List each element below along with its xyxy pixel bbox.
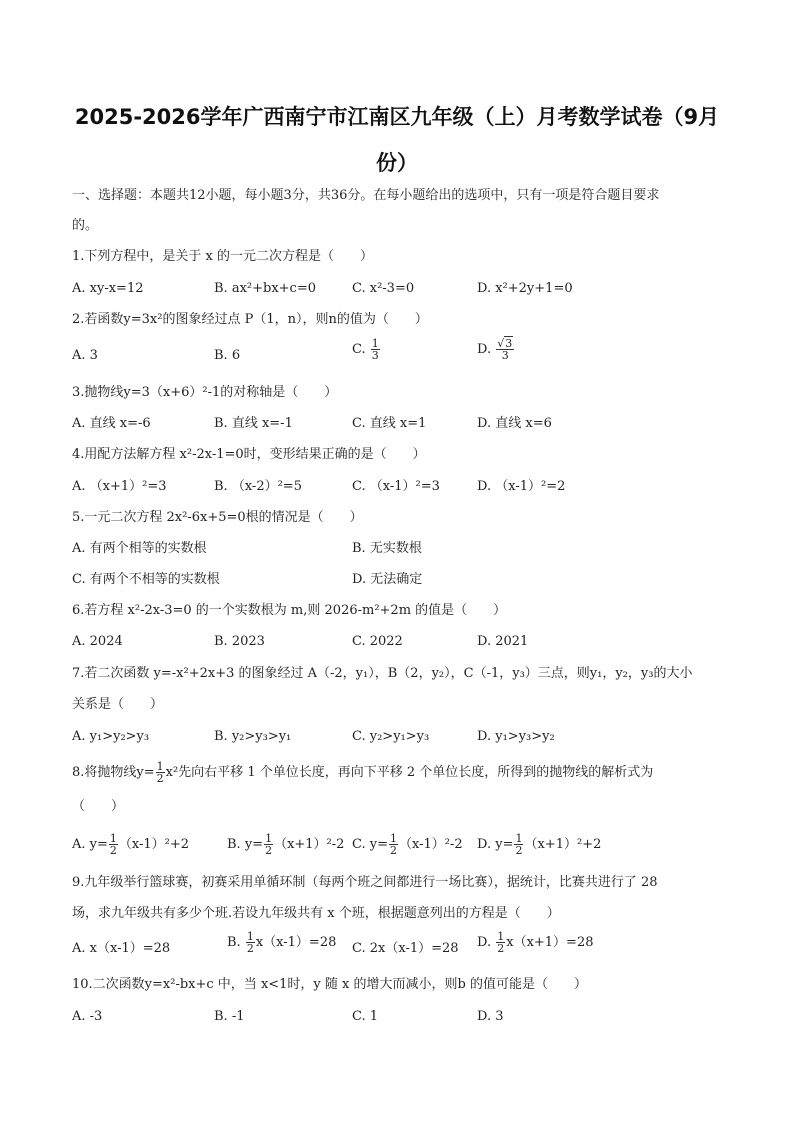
fraction-numerator: 1: [390, 832, 397, 845]
question-5-option-d: D. 无法确定: [352, 572, 423, 587]
fraction-one-half: [496, 931, 505, 954]
question-2-option-b: B. 6: [214, 348, 241, 363]
option-suffix: x（x+1）=28: [506, 935, 594, 950]
fraction-one-half: [514, 833, 523, 856]
question-4-stem: 4.用配方法解方程 x²-2x-1=0时，变形结果正确的是（ ）: [72, 447, 426, 462]
question-2-option-d: [477, 338, 515, 361]
question-10-option-a: A. -3: [72, 1009, 103, 1024]
question-7-option-b: B. y₂>y₃>y₁: [214, 729, 292, 744]
question-6-stem: 6.若方程 x²-2x-3=0 的一个实数根为 m,则 2026-m²+2m 的值是（ ）: [72, 603, 507, 618]
question-8-option-c: [352, 833, 463, 856]
question-6-option-c: C. 2022: [352, 634, 403, 649]
question-3-option-d: D. 直线 x=6: [477, 416, 552, 431]
radicand: 3: [505, 337, 513, 350]
fraction-denominator: 3: [371, 349, 379, 362]
option-prefix: B. y=: [227, 837, 264, 852]
fraction-denominator: 2: [497, 942, 505, 955]
option-suffix: x（x-1）=28: [255, 935, 337, 950]
exam-title: [70, 94, 724, 186]
question-7-stem-continued: 关系是（ ）: [72, 697, 164, 712]
option-prefix: D.: [477, 935, 496, 950]
option-suffix: （x+1）²-2: [274, 837, 345, 852]
question-7-option-a: A. y₁>y₂>y₃: [72, 729, 150, 744]
fraction-denominator: 2: [156, 772, 164, 785]
question-4-option-c: C. （x-1）²=3: [352, 479, 440, 494]
question-9-option-b: [227, 931, 336, 954]
question-2-option-c: [352, 338, 381, 361]
fraction-numerator: 1: [156, 760, 164, 773]
question-7-stem: 7.若二次函数 y=-x²+2x+3 的图象经过 A（-2，y₁），B（2，y₂），C（-1，y₃）三点，则y₁，y₂，y₃的大小: [72, 666, 693, 681]
question-5-stem: 5.一元二次方程 2x²-6x+5=0根的情况是（ ）: [72, 510, 363, 525]
fraction-denominator: 2: [390, 844, 397, 857]
question-10-option-b: B. -1: [214, 1009, 245, 1024]
question-9-option-a: A. x（x-1）=28: [72, 941, 171, 956]
question-4-option-b: B. （x-2）²=5: [214, 479, 302, 494]
question-5-option-c: C. 有两个不相等的实数根: [72, 572, 220, 587]
fraction-numerator: 1: [109, 832, 117, 845]
option-prefix: D. y=: [477, 837, 514, 852]
question-10-option-c: C. 1: [352, 1009, 379, 1024]
fraction-denominator: 2: [246, 942, 254, 955]
question-5-option-a: A. 有两个相等的实数根: [72, 541, 207, 556]
fraction-numerator: 1: [246, 930, 254, 943]
question-10-option-d: D. 3: [477, 1009, 504, 1024]
fraction-one-half: [156, 761, 165, 784]
question-4-option-d: D. （x-1）²=2: [477, 479, 566, 494]
question-6-option-b: B. 2023: [214, 634, 265, 649]
question-1-option-a: A. xy-x=12: [72, 281, 144, 296]
question-6-option-d: D. 2021: [477, 634, 529, 649]
question-7-option-c: C. y₂>y₁>y₃: [352, 729, 430, 744]
question-8-option-d: [477, 833, 601, 856]
question-8-stem: [72, 761, 653, 784]
option-suffix: （x+1）²+2: [524, 837, 602, 852]
option-label: C.: [352, 342, 366, 357]
fraction-denominator: 2: [109, 844, 117, 857]
fraction-numerator: 1: [497, 930, 505, 943]
question-9-option-c: C. 2x（x-1）=28: [352, 941, 459, 956]
option-suffix: （x-1）²+2: [118, 837, 190, 852]
title-line-1: 2025-2026学年广西南宁市江南区九年级（上）月考数学试卷（9月: [74, 105, 720, 129]
question-3-option-b: B. 直线 x=-1: [214, 416, 293, 431]
stem-part-2: x²先向右平移 1 个单位长度，再向下平移 2 个单位长度，所得到的抛物线的解析式为: [165, 765, 654, 780]
fraction-denominator: 2: [515, 844, 523, 857]
question-6-option-a: A. 2024: [72, 634, 123, 649]
question-9-option-d: [477, 931, 594, 954]
fraction-numerator: 1: [371, 337, 379, 350]
fraction-one-third: [371, 338, 380, 361]
question-9-stem-continued: 场，求九年级共有多少个班.若设九年级共有 x 个班，根据题意列出的方程是（ ）: [72, 906, 560, 921]
question-9-stem: 9.九年级举行篮球赛，初赛采用单循环制（每两个班之间都进行一场比赛），据统计，比赛共进行了 28: [72, 875, 658, 890]
sqrt-symbol: √: [497, 337, 505, 350]
question-8-option-b: [227, 833, 344, 856]
section-heading-line-1: 一、选择题：本题共12小题，每小题3分，共36分。在每小题给出的选项中，只有一项是符合题目要求: [72, 188, 660, 203]
fraction-denominator: 3: [501, 349, 509, 362]
fraction-one-half: [264, 833, 273, 856]
question-8-stem-continued: （ ）: [72, 799, 125, 814]
title-line-2: 份）: [376, 151, 418, 175]
question-3-option-c: C. 直线 x=1: [352, 416, 427, 431]
question-1-option-c: C. x²-3=0: [352, 281, 415, 296]
fraction-one-half: [246, 931, 255, 954]
question-7-option-d: D. y₁>y₃>y₂: [477, 729, 555, 744]
option-prefix: C. y=: [352, 837, 388, 852]
fraction-root3-over-3: [496, 338, 514, 361]
fraction-denominator: 2: [265, 844, 273, 857]
option-prefix: A. y=: [72, 837, 108, 852]
question-8-option-a: [72, 833, 189, 856]
question-2-stem: 2.若函数y=3x²的图象经过点 P（1，n），则n的值为（ ）: [72, 312, 428, 327]
question-3-option-a: A. 直线 x=-6: [72, 416, 151, 431]
question-1-option-b: B. ax²+bx+c=0: [214, 281, 316, 296]
question-10-stem: 10.二次函数y=x²-bx+c 中，当 x<1时，y 随 x 的增大而减小，则b 的值可能是（ ）: [72, 977, 587, 992]
fraction-numerator: 1: [265, 832, 273, 845]
option-suffix: （x-1）²-2: [399, 837, 463, 852]
option-label: D.: [477, 342, 492, 357]
fraction-one-half: [109, 833, 118, 856]
option-prefix: B.: [227, 935, 245, 950]
question-5-option-b: B. 无实数根: [352, 541, 422, 556]
question-4-option-a: A. （x+1）²=3: [72, 479, 167, 494]
question-1-option-d: D. x²+2y+1=0: [477, 281, 573, 296]
question-1-stem: 1.下列方程中，是关于 x 的一元二次方程是（ ）: [72, 249, 373, 264]
fraction-numerator: 1: [515, 832, 523, 845]
stem-part-1: 8.将抛物线y=: [72, 765, 155, 780]
fraction-one-half: [389, 833, 398, 856]
question-2-option-a: A. 3: [72, 348, 98, 363]
question-3-stem: 3.抛物线y=3（x+6）²-1的对称轴是（ ）: [72, 385, 338, 400]
section-heading-line-2: 的。: [72, 218, 99, 233]
